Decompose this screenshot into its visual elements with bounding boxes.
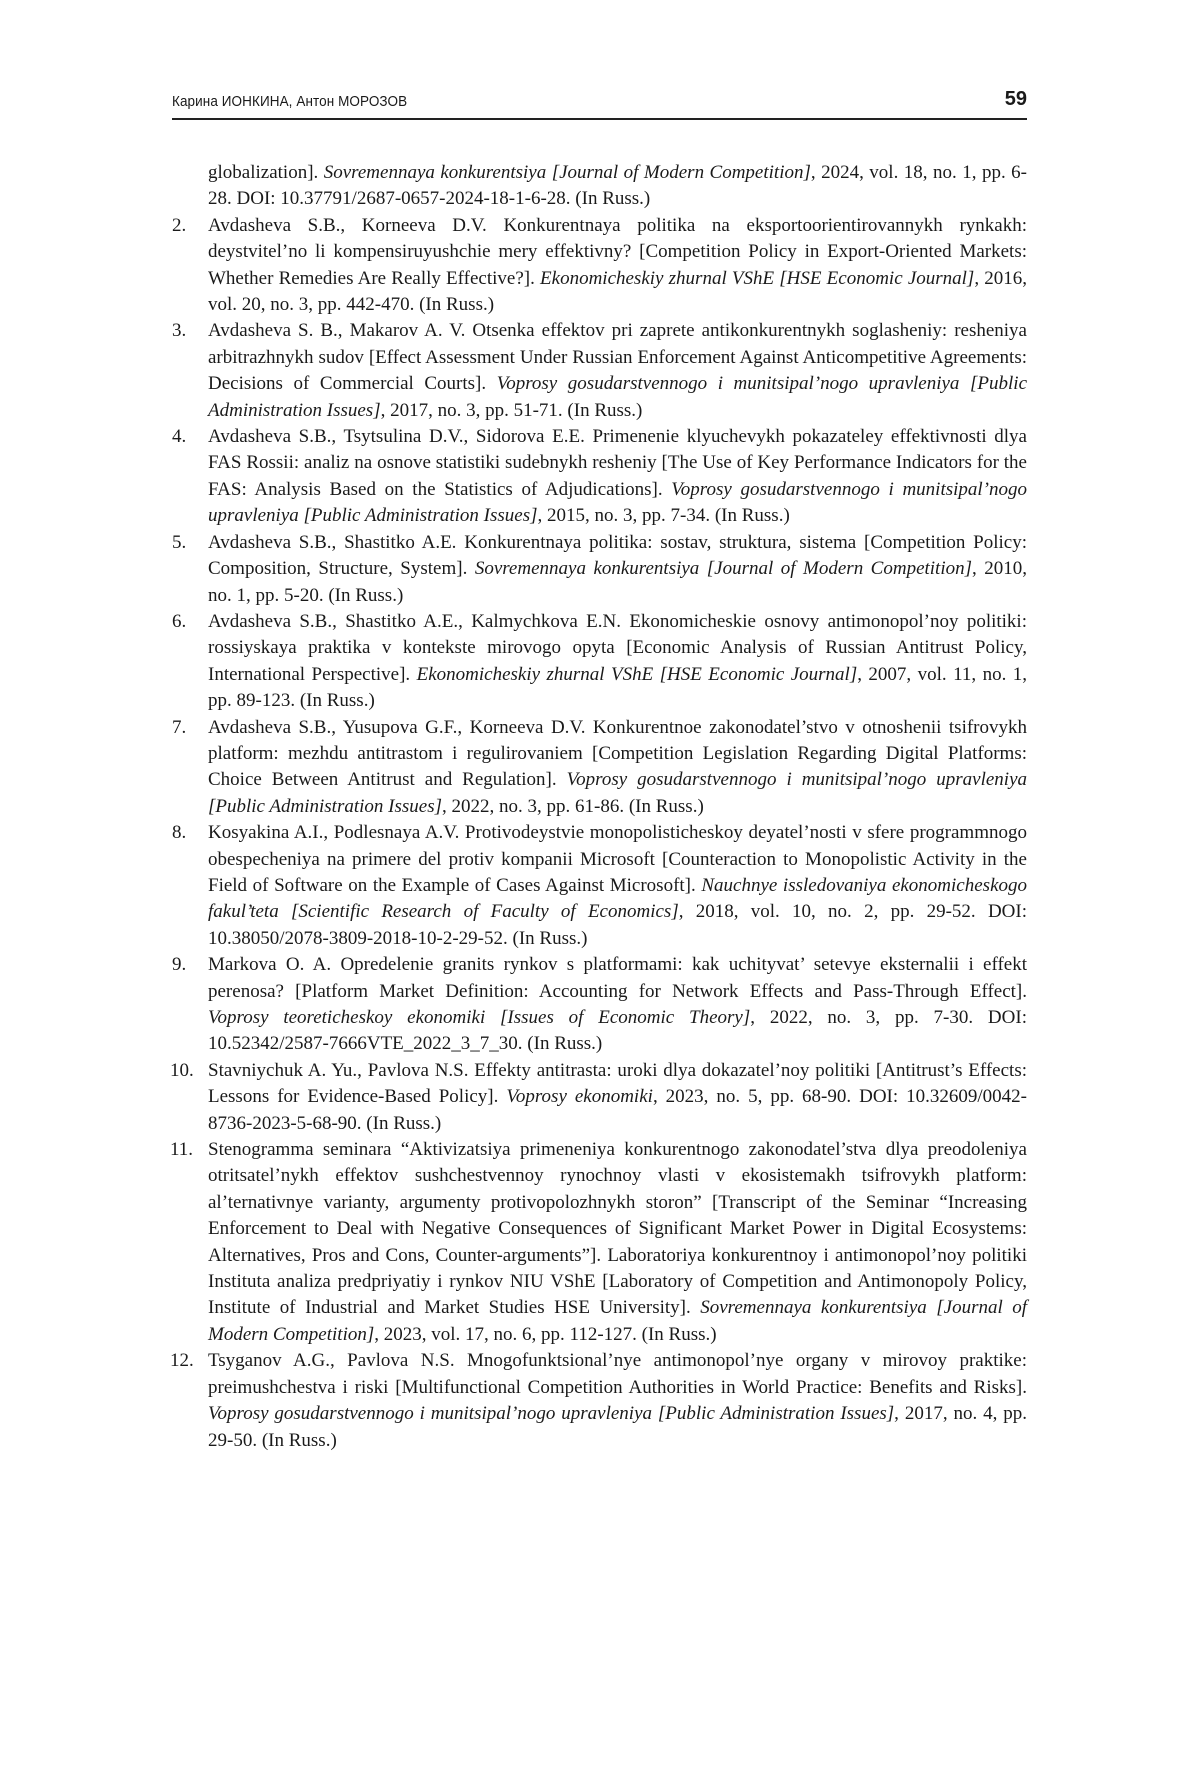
- reference-number: 10.: [170, 1059, 194, 1081]
- reference-number: 8.: [172, 822, 187, 844]
- reference-text-segment: Avdasheva S.B., Shastitko A.E. Konkurentnaya politika: sostav, struktura, sistema [Competition Policy: Composition, Structure, System].: [208, 531, 1027, 580]
- reference-text-segment: Avdasheva S.B., Tsytsulina D.V., Sidorova E.E. Primenenie klyuchevykh pokazateley effektivnosti dlya FAS Rossii: analiz na osnove statistiki sudebnykh resheniy [The Use of Key Performance Indicators for the FAS: Analysis Based on the Statistics of Adjudications].: [208, 426, 1027, 500]
- reference-journal-title: Nauchnye issledovaniya ekonomicheskogo fakul’teta [Scientific Research of Faculty of Economics]: [208, 874, 1027, 923]
- reference-number: 4.: [172, 426, 187, 448]
- reference-text: [208, 530, 1027, 609]
- reference-text-segment: , 2007, vol. 11, no. 1, pp. 89-123. (In Russ.): [208, 663, 1028, 712]
- reference-list: [172, 160, 1027, 1454]
- reference-text: [208, 160, 1027, 213]
- reference-text: [208, 952, 1027, 1058]
- reference-text-segment: Avdasheva S. B., Makarov A. V. Otsenka effektov pri zaprete antikonkurentnykh soglasheniy: resheniya arbitrazhnykh sudov [Effect Assessment Under Russian Enforcement Against Anticompetitive Agreements: Decisions of Commercial Courts].: [208, 320, 1027, 395]
- reference-journal-title: Sovremennaya konkurentsiya [Journal of Modern Competition]: [208, 1297, 1028, 1345]
- reference-text-segment: Stavniychuk A. Yu., Pavlova N.S. Effekty antitrasta: uroki dlya dokazatel’noy politiki [Antitrust’s Effects: Lessons for Evidence-Based Policy].: [208, 1059, 1027, 1108]
- reference-text-segment: Kosyakina A.I., Podlesnaya A.V. Protivodeystvie monopolisticheskoy deyatel’nosti v sfere programmnogo obespecheniya na primere del protiv kompanii Microsoft [Counteraction to Monopolistic Activity in the Field of Software on the Example of Cases Against Microsoft].: [208, 822, 1027, 896]
- reference-item: [172, 820, 1027, 952]
- reference-item: [172, 715, 1027, 821]
- reference-text-segment: Stenogramma seminara “Aktivizatsiya primeneniya konkurentnogo zakonodatel’stva dlya preodoleniya otritsatel’nykh effektov sushchestvennoy rynochnoy vlasti v ekosistemakh tsifrovykh platform: al’ternativnye varianty, argumenty protivopolozhnykh storon” [Transcript of the Seminar “Increasing Enforcement to Deal with Negative Consequences of Significant Market Power in Digital Ecosystems: Alternatives, Pros and Cons, Counter-arguments”]. Laboratoriya konkurentnoy i antimonopol’noy politiki Instituta analiza predpriyatiy i rynkov NIU VShE [Laboratory of Competition and Antimonopoly Policy, Institute of Industrial and Market Studies HSE University].: [208, 1139, 1027, 1319]
- reference-text-segment: , 2018, vol. 10, no. 2, pp. 29-52. DOI: 10.38050/2078-3809-2018-10-2-29-52. (In Russ.): [208, 901, 1027, 949]
- reference-item: [172, 213, 1027, 319]
- reference-text-segment: Avdasheva S.B., Yusupova G.F., Korneeva D.V. Konkurentnoe zakonodatel’stvo v otnoshenii tsifrovykh platform: mezhdu antitrastom i regulirovaniem [Competition Legislation Regarding Digital Platforms: Choice Between Antitrust and Regulation].: [208, 716, 1027, 791]
- reference-number: 11.: [170, 1139, 194, 1161]
- reference-journal-title: Ekonomicheskiy zhurnal VShE [HSE Economic Journal]: [540, 267, 975, 289]
- running-head: [172, 88, 1027, 120]
- reference-journal-title: Voprosy ekonomiki: [506, 1086, 653, 1108]
- reference-text: [208, 213, 1027, 319]
- reference-text: [208, 820, 1027, 952]
- reference-text: [208, 1348, 1027, 1454]
- reference-number: 2.: [172, 214, 187, 236]
- reference-journal-title: Voprosy gosudarstvennogo i munitsipal’nogo upravleniya [Public Administration Issues]: [208, 478, 1028, 527]
- reference-text-segment: , 2016, vol. 20, no. 3, pp. 442-470. (In Russ.): [208, 267, 1028, 316]
- reference-journal-title: Voprosy gosudarstvennogo i munitsipal’nogo upravleniya [Public Administration Issues]: [208, 1403, 895, 1425]
- reference-journal-title: Sovremennaya konkurentsiya [Journal of Modern Competition]: [323, 162, 811, 183]
- reference-item: [172, 530, 1027, 609]
- reference-journal-title: Sovremennaya konkurentsiya [Journal of Modern Competition]: [474, 558, 973, 580]
- reference-text-segment: , 2022, no. 3, pp. 61-86. (In Russ.): [442, 795, 704, 817]
- reference-journal-title: Voprosy gosudarstvennogo i munitsipal’nogo upravleniya [Public Administration Issues]: [208, 769, 1028, 817]
- reference-text-segment: Avdasheva S.B., Shastitko A.E., Kalmychkova E.N. Ekonomicheskie osnovy antimonopol’noy politiki: rossiyskaya praktika v kontekste mirovogo opyta [Economic Analysis of Russian Antitrust Policy, International Perspective].: [208, 610, 1027, 685]
- reference-number: 3.: [172, 320, 187, 342]
- reference-text: [208, 715, 1027, 821]
- reference-text-segment: , 2017, no. 4, pp. 29-50. (In Russ.): [208, 1403, 1027, 1451]
- reference-text: [208, 1137, 1027, 1348]
- reference-number: 7.: [172, 716, 187, 738]
- reference-item: [172, 1348, 1027, 1454]
- reference-journal-title: Voprosy teoreticheskoy ekonomiki [Issues of Economic Theory]: [208, 1007, 751, 1028]
- reference-number: 6.: [172, 610, 187, 632]
- reference-text: [208, 1058, 1027, 1137]
- reference-text-segment: , 2015, no. 3, pp. 7-34. (In Russ.): [537, 505, 790, 527]
- reference-number: 5.: [172, 531, 187, 553]
- reference-text-segment: globalization].: [208, 162, 324, 183]
- running-head-authors: Карина ИОНКИНА, Антон МОРОЗОВ: [172, 93, 408, 110]
- reference-text-segment: , 2023, no. 5, pp. 68-90. DOI: 10.32609/0042-8736-2023-5-68-90. (In Russ.): [208, 1086, 1027, 1134]
- reference-text-segment: , 2017, no. 3, pp. 51-71. (In Russ.): [380, 399, 643, 421]
- reference-item: [172, 424, 1027, 530]
- page-number: 59: [1004, 88, 1027, 110]
- reference-journal-title: Voprosy gosudarstvennogo i munitsipal’nogo upravleniya [Public Administration Issues]: [208, 373, 1027, 421]
- reference-text-segment: , 2024, vol. 18, no. 1, pp. 6-28. DOI: 10.37791/2687-0657-2024-18-1-6-28. (In Russ.): [208, 162, 1027, 210]
- reference-item: [172, 952, 1027, 1058]
- reference-item: [172, 609, 1027, 715]
- reference-text: [208, 318, 1027, 424]
- reference-text: [208, 424, 1027, 530]
- reference-text-segment: Markova O. A. Opredelenie granits rynkov s platformami: kak uchityvat’ setevye eksternalii i effekt perenosa? [Platform Market Definition: Accounting for Network Effects and Pass-Through Effect].: [208, 954, 1027, 1002]
- reference-text-segment: , 2010, no. 1, pp. 5-20. (In Russ.): [208, 558, 1027, 606]
- reference-item: [172, 160, 1027, 213]
- reference-text-segment: Avdasheva S.B., Korneeva D.V. Konkurentnaya politika na eksportoorientirovannykh rynkakh: deystvitel’no li kompensiruyushchie mery effektivny? [Competition Policy in Export-Oriented Markets: Whether Remedies Are Really Effective?].: [208, 214, 1027, 289]
- reference-text: [208, 609, 1027, 715]
- reference-journal-title: Ekonomicheskiy zhurnal VShE [HSE Economic Journal]: [416, 663, 858, 685]
- reference-text-segment: , 2023, vol. 17, no. 6, pp. 112-127. (In Russ.): [374, 1323, 717, 1345]
- reference-item: [172, 1137, 1027, 1348]
- reference-number: 12.: [170, 1350, 194, 1372]
- reference-number: 9.: [172, 954, 187, 976]
- reference-item: [172, 1058, 1027, 1137]
- reference-text-segment: , 2022, no. 3, pp. 7-30. DOI: 10.52342/2587-7666VTE_2022_3_7_30. (In Russ.): [208, 1007, 1027, 1055]
- reference-item: [172, 318, 1027, 424]
- reference-text-segment: Tsyganov A.G., Pavlova N.S. Mnogofunktsional’nye antimonopol’nye organy v mirovoy praktike: preimushchestva i riski [Multifunctional Competition Authorities in World Practice: Benefits and Risks].: [208, 1350, 1027, 1398]
